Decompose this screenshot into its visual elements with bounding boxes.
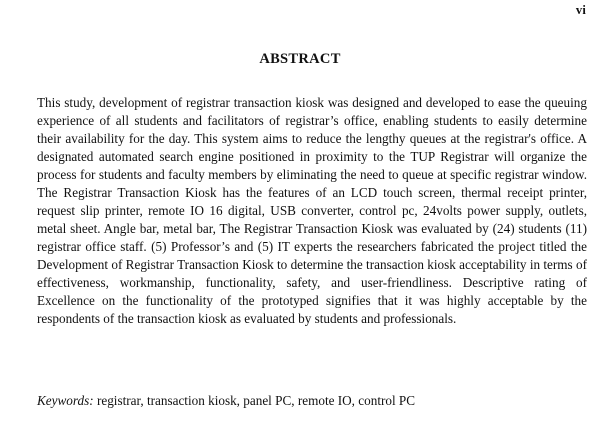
keywords-text: registrar, transaction kiosk, panel PC, remote IO, control PC [93, 393, 416, 408]
page-number: vi [575, 3, 586, 17]
abstract-body: This study, development of registrar transaction kiosk was designed and developed to ease the queuing experience of all students and facilitators of registrar’s office, enabling students to easily determine their availability for the day. This system aims to reduce the lengthy queues at the registrar's office. A designated automated search engine positioned in proximity to the TUP Registrar will organize the process for students and faculty members by eliminating the need to queue at specific registrar window. The Registrar Transaction Kiosk has the features of an LCD touch screen, thermal receipt printer, request slip printer, remote IO 16 digital, USB converter, control pc, 24volts power supply, outlets, metal sheet. Angle bar, metal bar, The Registrar Transaction Kiosk was evaluated by (24) students (11) registrar office staff. (5) Professor’s and (5) IT experts the researchers fabricated the project titled the Development of Registrar Transaction Kiosk to determine the transaction kiosk acceptability in terms of effectiveness, workmanship, functionality, safety, and user-friendliness. Descriptive rating of Excellence on the functionality of the prototyped signifies that it was highly acceptable by the respondents of the transaction kiosk as evaluated by students and professionals. [37, 95, 587, 326]
abstract-heading: ABSTRACT [259, 51, 341, 67]
keywords-line [37, 392, 587, 410]
keywords-label: Keywords: [37, 393, 94, 408]
